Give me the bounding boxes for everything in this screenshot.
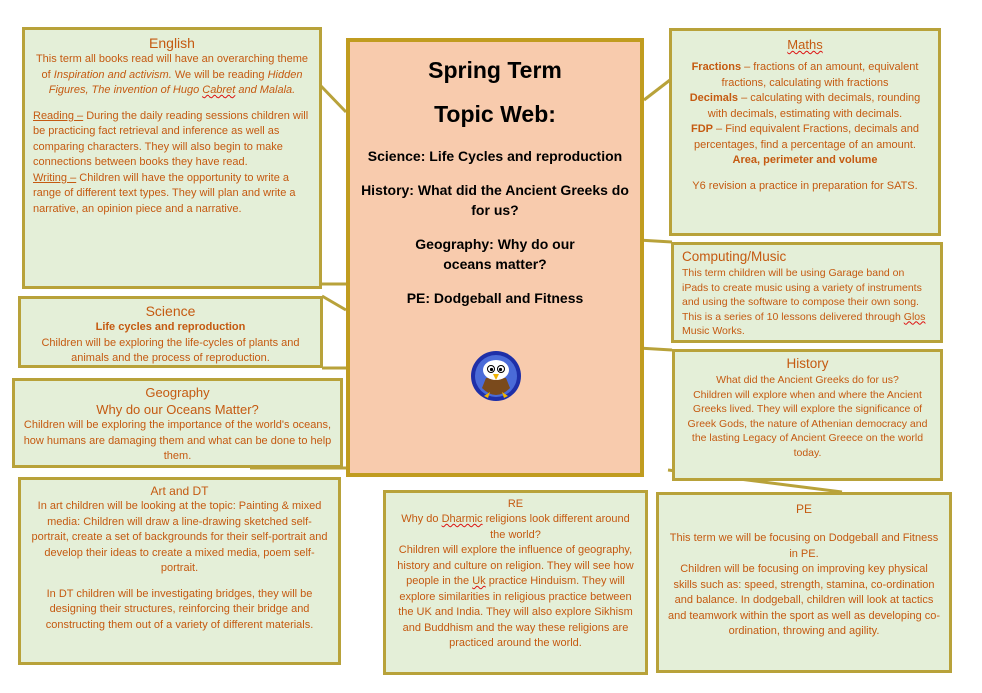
re-question xyxy=(394,512,637,543)
english-books-c: Malala. xyxy=(259,84,296,96)
computing-text-a: This term children will be using Garage band on iPads to create music using a variety of instruments and using the software to compose their own song. This is a series of 10 lessons delivered through xyxy=(682,267,922,323)
reading-label: Reading – xyxy=(33,109,84,122)
english-books-a: Hidden Figures, The invention of Hugo xyxy=(48,68,303,96)
english-intro-a: This term all books read will have an overarching theme of xyxy=(35,53,309,81)
main-pe: PE: Dodgeball and Fitness xyxy=(406,290,584,306)
geography-title: Geography xyxy=(145,385,210,400)
fdp-text: – Find equivalent Fractions, decimals and percentages, find a percentage of an amount. xyxy=(694,123,920,151)
geography-question: Why do our Oceans Matter? xyxy=(96,402,259,417)
computing-glos: Glos xyxy=(903,310,926,323)
maths-area: Area, perimeter and volume xyxy=(732,154,878,166)
science-box xyxy=(18,296,323,368)
pe-intro: This term we will be focusing on Dodgeball and Fitness in PE. xyxy=(669,532,939,560)
fdp-label: FDP xyxy=(690,123,713,135)
art-title: Art and DT xyxy=(150,484,209,498)
maths-box xyxy=(669,28,941,236)
science-text: Children will be exploring the life-cycles of plants and animals and the process of reproduction. xyxy=(41,336,300,364)
fractions-label: Fractions xyxy=(691,61,742,73)
art-text: In art children will be looking at the topic: Painting & mixed media: Children will draw a line-drawing sketched self-portrait, create a set of backgrounds for their self-portrait and develop their ideas to create a mixed media, poem self-portrait. xyxy=(31,500,328,574)
history-box xyxy=(672,349,943,481)
english-box xyxy=(22,27,322,289)
maths-fractions xyxy=(680,60,930,91)
geography-box xyxy=(12,378,343,468)
main-science: Science: Life Cycles and reproduction xyxy=(367,148,623,164)
re-text-uk: Uk xyxy=(472,575,486,587)
eagle-mascot-icon xyxy=(470,350,522,402)
english-writing xyxy=(33,171,311,218)
english-intro-c: and xyxy=(235,84,260,96)
reading-text: During the daily reading sessions children will be practicing fact retrieval and inference as well as comparing characters. They will also begin to make connections between books they have read. xyxy=(33,109,309,168)
pe-title: PE xyxy=(795,502,812,516)
art-dt-box xyxy=(18,477,341,665)
main-history: History: What did the Ancient Greeks do for us? xyxy=(361,182,629,218)
computing-text xyxy=(682,266,932,339)
maths-title: Maths xyxy=(787,37,823,52)
maths-fdp xyxy=(680,122,930,153)
english-books-b: Cabret xyxy=(202,84,236,96)
main-geography: Geography: Why do our oceans matter? xyxy=(415,236,575,272)
geography-text: Children will be exploring the importance of the world's oceans, how humans are damaging them and what can be done to help them. xyxy=(23,419,332,462)
writing-label: Writing – xyxy=(33,171,77,184)
english-intro xyxy=(33,52,311,99)
pe-box xyxy=(656,492,952,673)
pe-text: Children will be focusing on improving key physical skills such as: speed, strength, stamina, co-ordination and balance. In dodgeball, children will look at tactics and teamwork within the sport as well as developing co-ordination, throwing and agility. xyxy=(667,563,941,637)
english-intro-b: We will be reading xyxy=(171,68,268,81)
re-title: RE xyxy=(507,498,524,510)
re-question-b: Dharmic xyxy=(441,513,483,525)
science-heading: Life cycles and reproduction xyxy=(95,321,246,333)
english-title: English xyxy=(149,35,195,51)
dt-text: In DT children will be investigating bridges, they will be designing their structures, reinforcing their bridge and constructing them out of a variety of different materials. xyxy=(45,587,314,631)
re-question-c: religions look different around the world? xyxy=(482,513,630,541)
maths-y6: Y6 revision a practice in preparation for SATS. xyxy=(692,179,918,192)
decimals-label: Decimals xyxy=(689,92,739,104)
re-box xyxy=(383,490,648,675)
re-text-b: practice Hinduism. They will explore similarities in religious practice between the UK and India. They will also explore Sikhism and Buddhism and the way these religions are practiced around the world. xyxy=(398,575,633,649)
history-text: Children will explore when and where the Ancient Greeks lived. They will explore the significance of Greek Gods, the nature of Athenian democracy and the lasting Legacy of Ancient Greece on the world today. xyxy=(687,388,928,459)
computing-text-b: Music Works. xyxy=(682,325,745,337)
computing-music-box xyxy=(671,242,943,343)
topic-web-main xyxy=(346,38,644,477)
re-text xyxy=(394,543,637,652)
english-theme: Inspiration and activism. xyxy=(53,68,172,81)
history-question: What did the Ancient Greeks do for us? xyxy=(716,374,899,386)
fractions-text: – fractions of an amount, equivalent fractions, calculating with fractions xyxy=(721,61,919,89)
english-reading xyxy=(33,109,311,171)
maths-decimals xyxy=(680,91,930,122)
writing-text: Children will have the opportunity to write a range of different text types. They will plan and write a narrative, an opinion piece and a narrative. xyxy=(33,171,296,215)
history-title: History xyxy=(786,356,829,371)
re-text-a: Children will explore the influence of geography, history and culture on religion. They will see how people in the xyxy=(397,544,634,587)
re-question-a: Why do xyxy=(401,513,442,525)
main-title-line1: Spring Term xyxy=(428,57,562,83)
main-title-line2: Topic Web: xyxy=(434,101,556,127)
decimals-text: – calculating with decimals, rounding with decimals, estimating with decimals. xyxy=(707,92,921,120)
computing-title: Computing/Music xyxy=(682,249,787,264)
science-title: Science xyxy=(145,303,196,319)
